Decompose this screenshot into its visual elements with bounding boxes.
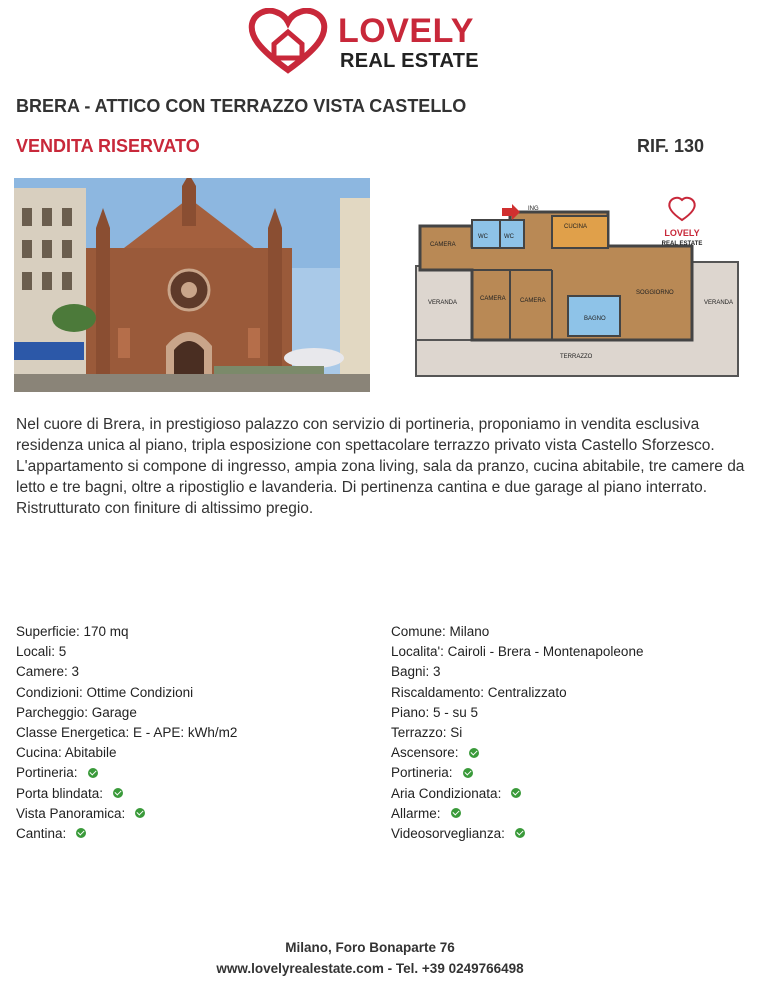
room-label: CAMERA — [480, 296, 506, 302]
feature-row — [391, 824, 643, 844]
feature-row — [391, 662, 643, 682]
check-icon — [76, 828, 86, 838]
feature-label: Portineria: — [391, 765, 453, 781]
feature-row — [16, 642, 237, 662]
room-label: VERANDA — [704, 300, 734, 306]
feature-row — [391, 703, 643, 723]
feature-row — [16, 622, 237, 642]
feature-label: Comune: Milano — [391, 624, 490, 639]
check-icon — [135, 808, 145, 818]
feature-row — [391, 763, 643, 783]
check-icon — [511, 788, 521, 798]
room-label: SOGGIORNO — [636, 290, 674, 296]
feature-label: Riscaldamento: Centralizzato — [391, 684, 567, 700]
feature-label: Vista Panoramica: — [16, 805, 126, 821]
property-photo — [14, 178, 370, 392]
feature-label: Parcheggio: Garage — [16, 704, 137, 720]
check-icon — [113, 788, 123, 798]
feature-row — [16, 723, 237, 743]
feature-row — [391, 804, 643, 824]
sale-type: VENDITA RISERVATO — [16, 136, 200, 156]
feature-row — [16, 824, 237, 844]
feature-label: Cucina: Abitabile — [16, 745, 117, 761]
footer-contact: www.lovelyrealestate.com - Tel. +39 0249766498 — [216, 961, 524, 976]
room-label: VERANDA — [428, 300, 458, 306]
feature-label: Piano: 5 - su 5 — [391, 704, 479, 720]
check-icon — [515, 828, 525, 838]
room-label: CAMERA — [520, 298, 546, 304]
room-label: BAGNO — [584, 316, 606, 322]
feature-row — [391, 683, 643, 703]
feature-row — [16, 683, 237, 703]
feature-label: Locali: 5 — [16, 644, 67, 660]
feature-label: Superficie: 170 mq — [16, 624, 129, 639]
feature-label: Cantina: — [16, 825, 67, 841]
feature-label: Porta blindata: — [16, 785, 104, 801]
feature-label: Videosorveglianza: — [391, 825, 505, 841]
feature-row — [16, 763, 237, 783]
feature-row — [391, 622, 643, 642]
reference-number: RIF. 130 — [636, 136, 704, 156]
feature-label: Aria Condizionata: — [391, 785, 502, 801]
room-label: CAMERA — [430, 242, 456, 248]
feature-row — [391, 784, 643, 804]
plan-logo-wordmark: LOVELY — [664, 228, 700, 238]
footer-address: Milano, Foro Bonaparte 76 — [285, 940, 455, 955]
features-left — [16, 622, 237, 844]
feature-row — [16, 804, 237, 824]
brand-logo — [248, 8, 488, 74]
listing-description: Nel cuore di Brera, in prestigioso palazzo con servizio di portineria, proponiamo in vendita esclusiva residenza unica al piano, tripla esposizione con spettacolare terrazzo privato vista Castello Sforzesco. L'appartamento si compone di ingresso, ampia zona living, sala da pranzo, cucina abitabile, tre camere da letto e tre bagni, oltre a ripostiglio e lavanderia. Di pertinenza cantina e due garage al piano interrato. Ristrutturato con finiture di altissimo pregio. — [16, 416, 745, 517]
room-label: TERRAZZO — [560, 354, 593, 360]
feature-row — [16, 743, 237, 763]
heart-house-icon — [248, 8, 328, 74]
feature-label: Allarme: — [391, 805, 441, 821]
feature-label: Localita': Cairoli - Brera - Montenapoleone — [391, 644, 644, 660]
check-icon — [463, 768, 473, 778]
floor-plan — [392, 190, 748, 390]
feature-label: Bagni: 3 — [391, 664, 441, 680]
listing-title: BRERA - ATTICO CON TERRAZZO VISTA CASTELLO — [16, 96, 467, 116]
feature-row — [16, 703, 237, 723]
feature-row — [391, 723, 643, 743]
feature-row — [391, 743, 643, 763]
feature-label: Portineria: — [16, 765, 78, 781]
check-icon — [469, 748, 479, 758]
feature-label: Camere: 3 — [16, 664, 80, 680]
logo-tagline: REAL ESTATE — [340, 50, 479, 72]
plan-logo-tagline: REAL ESTATE — [661, 241, 703, 247]
feature-label: Terrazzo: Si — [391, 724, 463, 740]
feature-label: Classe Energetica: E - APE: kWh/m2 — [16, 724, 238, 740]
feature-row — [391, 642, 643, 662]
room-label: ING — [528, 206, 539, 212]
room-label: WC — [478, 234, 488, 240]
features-right — [391, 622, 643, 844]
room-label: CUCINA — [564, 224, 588, 230]
room-label: WC — [504, 234, 514, 240]
feature-label: Condizioni: Ottime Condizioni — [16, 684, 194, 700]
feature-label: Ascensore: — [391, 745, 459, 761]
check-icon — [451, 808, 461, 818]
feature-row — [16, 662, 237, 682]
check-icon — [88, 768, 98, 778]
feature-row — [16, 784, 237, 804]
logo-wordmark: LOVELY — [338, 12, 474, 50]
